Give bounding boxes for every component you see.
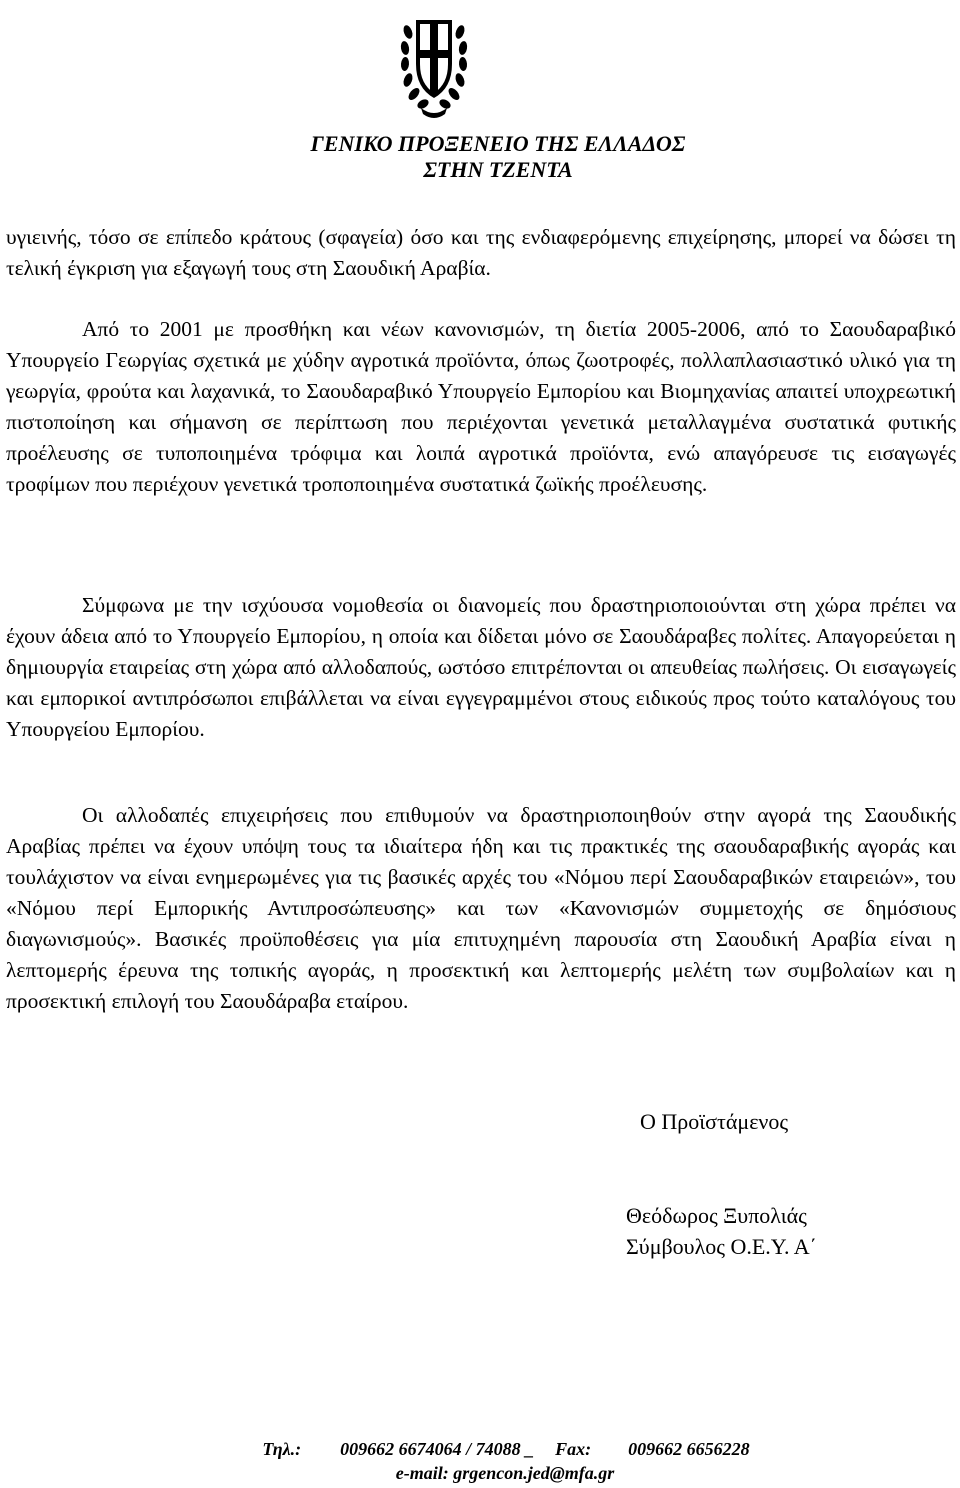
header-line-1: ΓΕΝΙΚΟ ΠΡΟΞΕΝΕΙΟ ΤΗΣ ΕΛΛΑΔΟΣ bbox=[310, 131, 686, 156]
header-line-2: ΣΤΗΝ ΤΖΕΝΤΑ bbox=[423, 157, 573, 182]
paragraph-2: Από το 2001 με προσθήκη και νέων κανονισμών, τη διετία 2005-2006, από το Σαουδαραβικό Υπουργείο Γεωργίας σχετικά με χύδην αγροτικά προϊόντα, όπως ζωοτροφές, πολλαπλασιαστικό υλικό για τη γεωργία, φρούτα και λαχανικά, το Σαουδαραβικό Υπουργείο Εμπορίου και Βιομηχανίας απαιτεί υποχρεωτική πιστοποίηση και σήμανση σε περίπτωση που περιέχονται γενετικά μεταλλαγμένα συστατικά φυτικής προέλευσης σε τυποποιημένα τρόφιμα και λοιπά αγροτικά προϊόντα, ενώ απαγόρευσε τις εισαγωγές τροφίμων που περιέχουν γενετικά τροποποιημένα συστατικά ζωϊκής προέλευσης. bbox=[6, 317, 956, 496]
footer-contact-line bbox=[0, 1438, 960, 1460]
coat-of-arms-emblem bbox=[399, 6, 469, 122]
fax-label: Fax: bbox=[555, 1439, 592, 1459]
email-label: e-mail: bbox=[395, 1463, 449, 1483]
signature-name: Θεόδωρος Ξυπολιάς bbox=[626, 1203, 807, 1228]
paragraph-1: υγιεινής, τόσο σε επίπεδο κράτους (σφαγεία) όσο και της ενδιαφερόμενης επιχείρησης, μπορεί να δώσει τη τελική έγκριση για εξαγωγή τους στη Σαουδική Αραβία. bbox=[6, 225, 956, 280]
signature-role: Σύμβουλος Ο.Ε.Υ. Α΄ bbox=[626, 1234, 817, 1259]
footer-email-line bbox=[0, 1462, 960, 1484]
fax-number: 009662 6656228 bbox=[628, 1439, 750, 1459]
paragraph-3: Σύμφωνα με την ισχύουσα νομοθεσία οι διανομείς που δραστηριοποιούνται στη χώρα πρέπει να έχουν άδεια από το Υπουργείο Εμπορίου, η οποία και δίδεται μόνο σε Σαουδάραβες πολίτες. Απαγορεύεται η δημιουργία εταιρείας στη χώρα από αλλοδαπούς, ωστόσο επιτρέπονται οι απευθείας πωλήσεις. Οι εισαγωγείς και εμπορικοί αντιπρόσωποι επιβάλλεται να είναι εγγεγραμμένοι στους ειδικούς προς τούτο καταλόγους του Υπουργείου Εμπορίου. bbox=[6, 593, 956, 741]
phone-label: Τηλ.: bbox=[262, 1439, 302, 1459]
paragraph-4: Οι αλλοδαπές επιχειρήσεις που επιθυμούν να δραστηριοποιηθούν στην αγορά της Σαουδικής Αραβίας πρέπει να έχουν υπόψη τους τα ιδιαίτερα ήδη και τις πρακτικές της σαουδαραβικής αγοράς και τουλάχιστον να είναι ενημερωμένες για τις βασικές αρχές του «Νόμου περί Σαουδαραβικών εταιρειών», του «Νόμου περί Εμπορικής Αντιπροσώπευσης» και των «Κανονισμών συμμετοχής σε δημόσιους διαγωνισμούς». Βασικές προϋποθέσεις για μία επιτυχημένη παρουσία στη Σαουδική Αραβία είναι η λεπτομερής έρευνα της τοπικής αγοράς, η προσεκτική και λεπτομερής μελέτη των συμβολαίων και η προσεκτική επιλογή του Σαουδάραβα εταίρου. bbox=[6, 803, 956, 1013]
email-address[interactable]: grgencon.jed@mfa.gr bbox=[453, 1463, 615, 1483]
phone-number: 009662 6674064 / 74088 _ bbox=[340, 1439, 535, 1459]
signature-title: Ο Προϊστάμενος bbox=[640, 1109, 789, 1134]
consulate-header bbox=[0, 130, 960, 184]
